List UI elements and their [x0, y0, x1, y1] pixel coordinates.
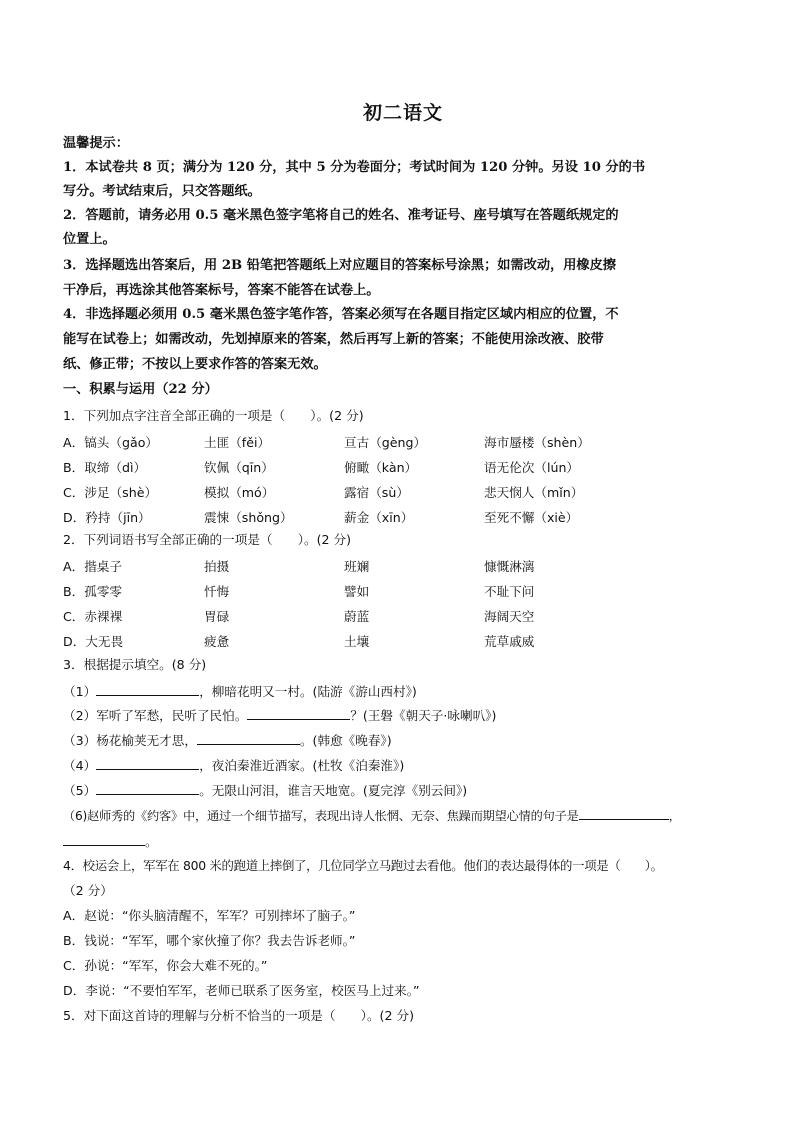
- q3-stem: 3．根据提示填空。(8 分): [63, 657, 207, 672]
- q3-1-prefix: （1）: [63, 684, 97, 699]
- tip-2b: 位置上。: [63, 232, 116, 247]
- q3-line-4: [63, 756, 404, 775]
- q2-b-2: 忏悔: [204, 584, 230, 599]
- q1-d-2: 震悚（shǒng）: [204, 510, 293, 525]
- q2-stem: 2．下列词语书写全部正确的一项是（ ）。(2 分): [63, 532, 352, 547]
- q1-d-4: 至死不懈（xiè）: [484, 510, 579, 525]
- answer-blank-5[interactable]: [96, 781, 199, 795]
- tip-3a: 3．选择题选出答案后，用 2B 铅笔把答题纸上对应题目的答案标号涂黑；如需改动，用橡皮擦: [63, 258, 616, 273]
- q2-d-3: 土壤: [344, 634, 370, 649]
- q1-c-3: 露宿（sù）: [344, 485, 409, 500]
- tip-4a: 4．非选择题必须用 0.5 毫米黑色签字笔作答，答案必须写在各题目指定区域内相应的位置，不: [63, 307, 619, 322]
- q1-a-3: 亘古（gèng）: [344, 435, 427, 450]
- q2-a-4: 慷慨淋漓: [484, 559, 535, 574]
- answer-blank-6b[interactable]: [63, 832, 145, 846]
- q2-b-4: 不耻下问: [484, 584, 535, 599]
- q3-5-suffix: 。无限山河泪，谁言天地宽。(夏完淳《别云间》): [199, 783, 468, 798]
- answer-blank-1[interactable]: [96, 682, 199, 696]
- tip-1b: 写分。考试结束后，只交答题纸。: [63, 184, 261, 199]
- q3-6-end: 。: [145, 834, 158, 849]
- answer-blank-2[interactable]: [247, 706, 350, 720]
- q1-stem: 1．下列加点字注音全部正确的一项是（ ）。(2 分): [63, 408, 364, 423]
- q1-d-3: 薪金（xīn）: [344, 510, 414, 525]
- q1-b-3: 俯瞰（kàn）: [344, 460, 418, 475]
- q4-option-b: B．钱说：“军军，哪个家伙撞了你？我去告诉老师。”: [63, 933, 356, 948]
- q2-c-3: 蔚蓝: [344, 609, 370, 624]
- q1-b-4: 语无伦次（lún）: [484, 460, 580, 475]
- q1-c-2: 模拟（mó）: [204, 485, 275, 500]
- q3-2-prefix: （2）军听了军愁，民听了民怕。: [63, 708, 248, 723]
- q3-line-2: [63, 706, 496, 725]
- section-heading: 一、积累与运用（22 分）: [63, 382, 218, 397]
- page-title: 初二语文: [362, 102, 443, 124]
- q3-4-suffix: ，夜泊秦淮近酒家。(杜牧《泊秦淮》): [199, 758, 405, 773]
- tip-3b: 干净后，再选涂其他答案标号，答案不能答在试卷上。: [63, 283, 380, 298]
- q1-a-2: 土匪（fěi）: [204, 435, 271, 450]
- q3-5-prefix: （5）: [63, 783, 97, 798]
- q3-line-3: [63, 731, 392, 750]
- tips-heading: 温馨提示：: [63, 136, 129, 151]
- q3-2-suffix: ？(王磐《朝天子·咏喇叭》): [350, 708, 497, 723]
- q2-c-1: C．赤裸裸: [63, 609, 123, 624]
- q3-6-prefix: （6)赵师秀的《约客》中，通过一个细节描写，表现出诗人怅惘、无奈、焦躁而期望心情的句子是: [63, 809, 579, 823]
- tip-4c: 纸、修正带；不按以上要求作答的答案无效。: [63, 357, 327, 372]
- q1-b-1: B．取缔（dì）: [63, 460, 147, 475]
- q3-1-suffix: ，柳暗花明又一村。(陆游《游山西村》): [199, 684, 417, 699]
- q1-c-1: C．涉足（shè）: [63, 485, 158, 500]
- q3-line-5: [63, 781, 467, 800]
- answer-blank-4[interactable]: [96, 756, 199, 770]
- q2-d-4: 荒草戚威: [484, 634, 535, 649]
- q2-c-4: 海阔天空: [484, 609, 535, 624]
- q3-line-1: [63, 682, 417, 701]
- q1-a-1: A．镐头（gǎo）: [63, 435, 159, 450]
- q2-c-2: 胃碌: [204, 609, 230, 624]
- tip-1a: 1．本试卷共 8 页；满分为 120 分，其中 5 分为卷面分；考试时间为 120 分钟。另设 10 分的书: [63, 160, 646, 175]
- q3-line-6-cont: [63, 832, 158, 851]
- q2-d-2: 疲惫: [204, 634, 230, 649]
- q2-d-1: D．大无畏: [63, 634, 124, 649]
- q3-4-prefix: （4）: [63, 758, 97, 773]
- q5-stem: 5．对下面这首诗的理解与分析不恰当的一项是（ ）。(2 分): [63, 1008, 414, 1023]
- q2-a-2: 拍摄: [204, 559, 230, 574]
- answer-blank-6a[interactable]: [579, 806, 669, 820]
- q4-option-c: C．孙说：“军军，你会大难不死的。”: [63, 958, 268, 973]
- answer-blank-3[interactable]: [197, 731, 300, 745]
- tip-2a: 2．答题前，请务必用 0.5 毫米黑色签字笔将自己的姓名、准考证号、座号填写在答题纸规定的: [63, 208, 619, 223]
- q3-3-suffix: 。(韩愈《晚春》): [299, 733, 392, 748]
- q3-line-6: [63, 806, 681, 825]
- q2-a-3: 班斓: [344, 559, 370, 574]
- q3-6-mid: ，: [668, 809, 681, 823]
- q1-a-4: 海市蜃楼（shèn）: [484, 435, 590, 450]
- q2-a-1: A．揩桌子: [63, 559, 122, 574]
- q3-3-prefix: （3）杨花榆荚无才思，: [63, 733, 197, 748]
- tip-4b: 能写在试卷上；如需改动，先划掉原来的答案，然后再写上新的答案；不能使用涂改液、胶带: [63, 332, 604, 347]
- q2-b-3: 譬如: [344, 584, 370, 599]
- q4-option-a: A．赵说：“你头脑清醒不，军军？可别摔坏了脑子。”: [63, 908, 356, 923]
- q1-c-4: 悲天悯人（mǐn）: [484, 485, 584, 500]
- q4-stem: 4．校运会上，军军在 800 米的跑道上摔倒了，几位同学立马跑过去看他。他们的表达最得体的一项是（ ）。: [63, 858, 663, 873]
- q1-d-1: D．矜持（jīn）: [63, 510, 151, 525]
- q1-b-2: 钦佩（qīn）: [204, 460, 274, 475]
- q4-score: （2 分）: [63, 883, 113, 898]
- q4-option-d: D．李说：“不要怕军军，老师已联系了医务室，校医马上过来。”: [63, 983, 420, 998]
- q2-b-1: B．孤零零: [63, 584, 123, 599]
